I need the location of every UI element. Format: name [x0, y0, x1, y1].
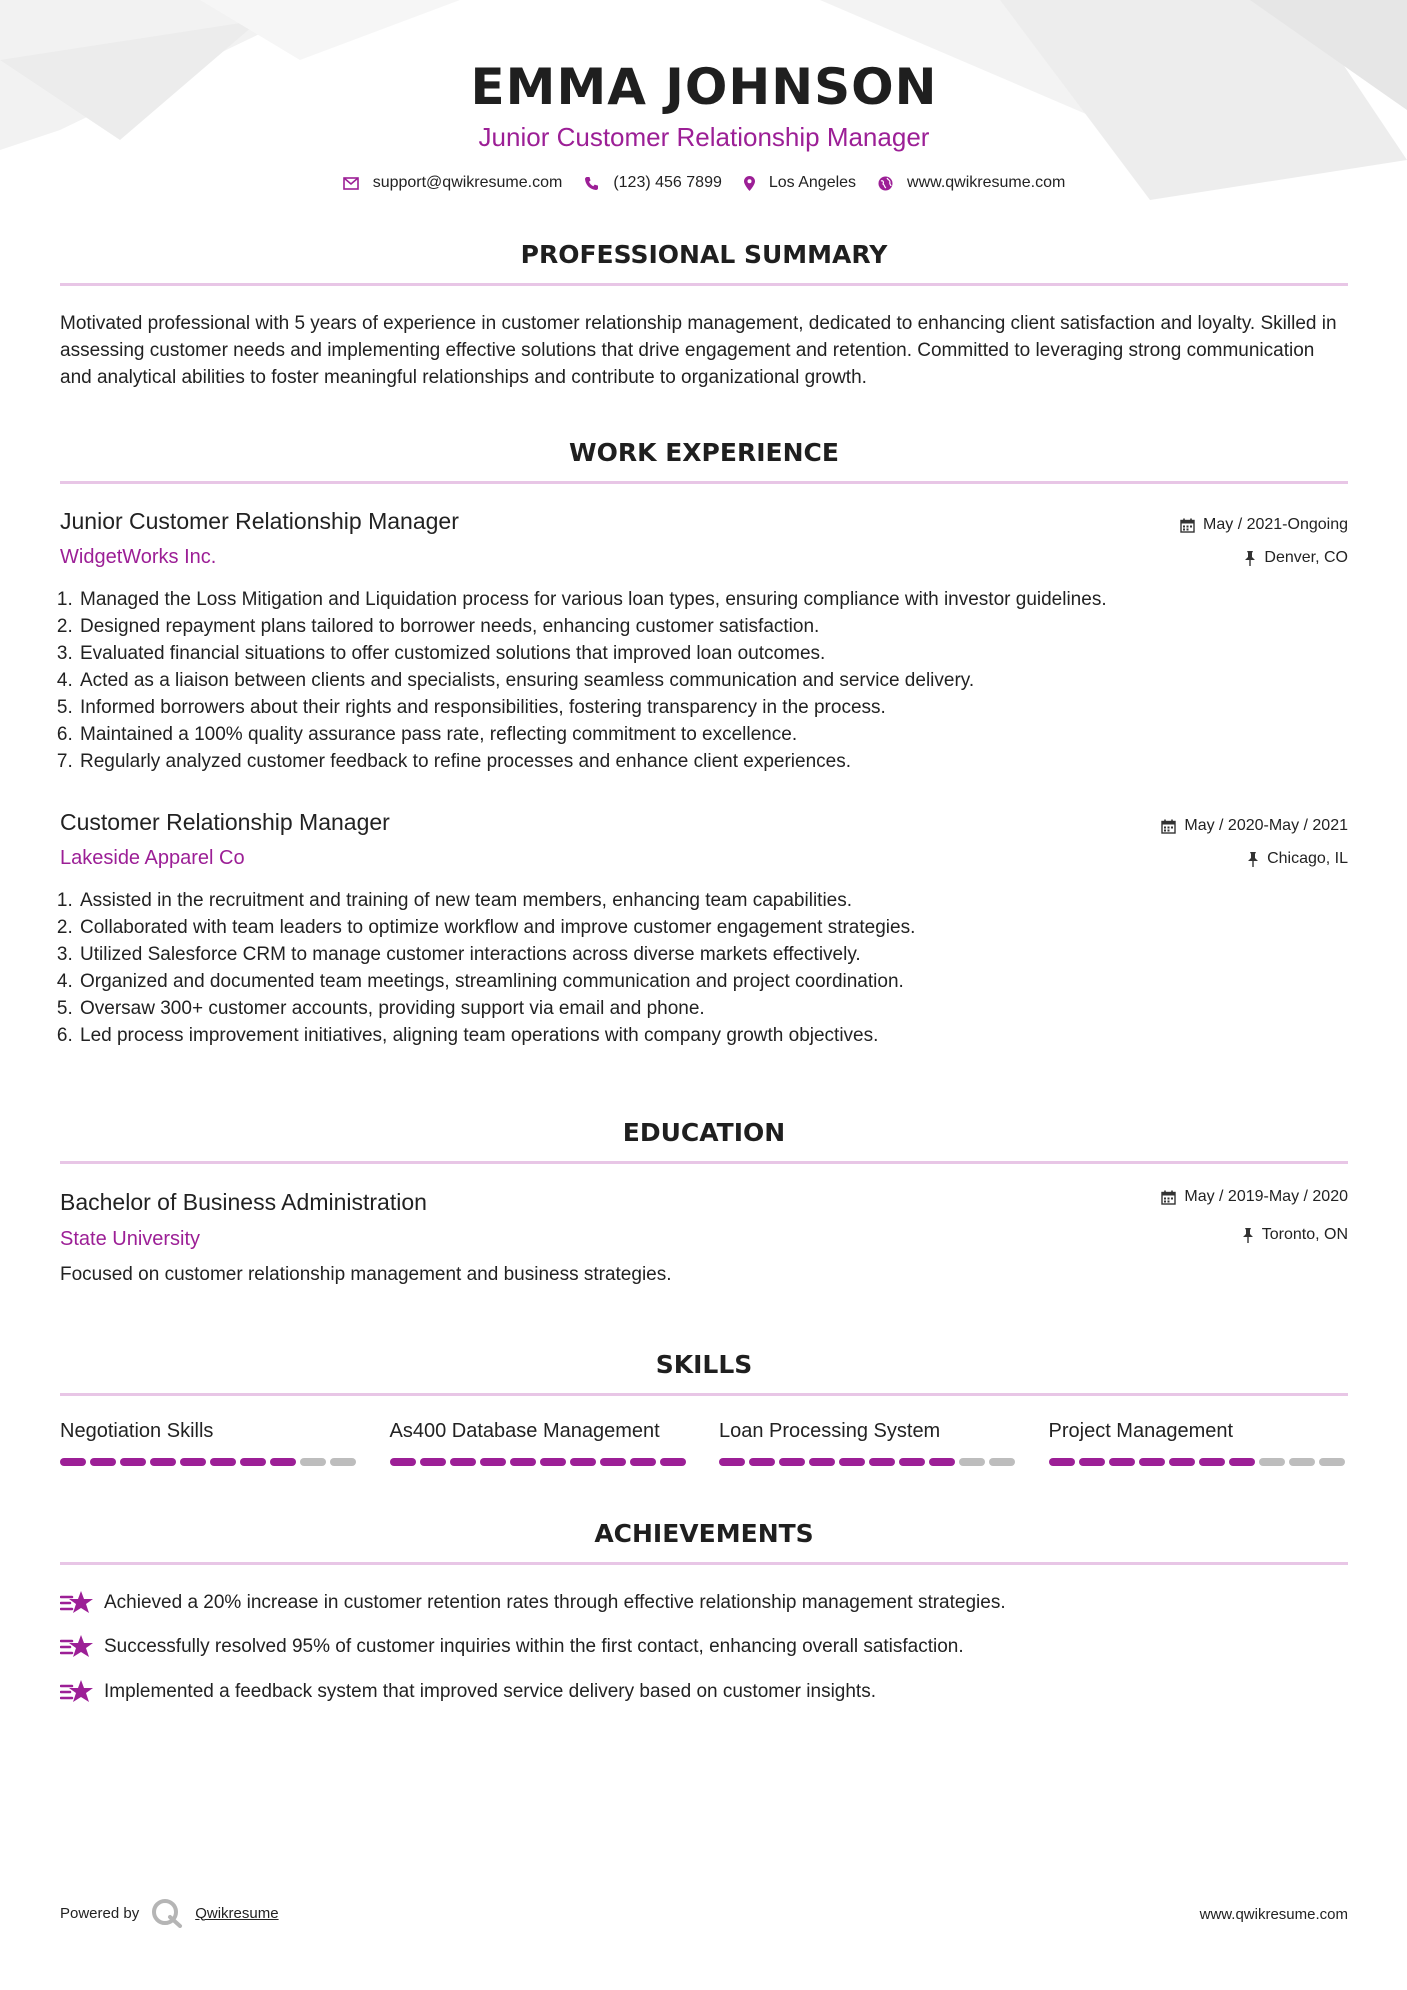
contact-email[interactable]	[343, 174, 563, 192]
summary-text: Motivated professional with 5 years of experience in customer relationship management, dedicated to enhancing client satisfaction and loyalty. Skilled in assessing customer needs and implementing effective solutions that drive engagement and retention. Committed to leveraging strong communication and analytical abilities to foster meaningful relationships and contribute to organizational growth.	[60, 313, 1337, 388]
phone-icon	[584, 176, 599, 191]
skill-level-segment	[869, 1458, 895, 1466]
shooting-star-icon	[60, 1590, 94, 1616]
calendar-icon	[1180, 518, 1195, 533]
footer-website[interactable]: www.qwikresume.com	[1199, 1906, 1348, 1923]
skill-level-segment	[839, 1458, 865, 1466]
skill-level-segment	[540, 1458, 566, 1466]
list-item: 5. Informed borrowers about their rights and responsibilities, fostering transparency in the process.	[78, 694, 1348, 721]
job-title: Customer Relationship Manager	[60, 809, 390, 835]
skill-level-segment	[90, 1458, 116, 1466]
skill-level-segment	[929, 1458, 955, 1466]
globe-icon	[878, 176, 893, 191]
section-divider	[60, 283, 1348, 286]
footer-powered-by	[60, 1898, 279, 1928]
skill-level-segment	[989, 1458, 1015, 1466]
job-location-text: Denver, CO	[1264, 549, 1348, 566]
skill-level-segment	[270, 1458, 296, 1466]
list-item: 3. Evaluated financial situations to offer customized solutions that improved loan outcomes.	[78, 640, 1348, 667]
skill-level-segment	[1169, 1458, 1195, 1466]
section-title-experience: WORK EXPERIENCE	[569, 438, 839, 467]
calendar-icon	[1161, 1190, 1176, 1205]
contact-phone-text: (123) 456 7899	[613, 174, 722, 191]
skill-item	[719, 1420, 1019, 1466]
education-dates	[1161, 1188, 1348, 1206]
qwikresume-link[interactable]: Qwikresume	[195, 1904, 279, 1922]
contact-location	[744, 174, 856, 192]
list-item: 2. Collaborated with team leaders to optimize workflow and improve customer engagement strategies.	[78, 914, 1348, 941]
list-item: 3. Utilized Salesforce CRM to manage customer interactions across diverse markets effectively.	[78, 941, 1348, 968]
skills-list	[60, 1420, 1348, 1466]
candidate-name: EMMA JOHNSON	[470, 58, 938, 116]
contact-bar	[60, 174, 1348, 192]
skill-name: Negotiation Skills	[60, 1420, 214, 1442]
skill-level-bar	[390, 1458, 690, 1466]
skill-level-segment	[1229, 1458, 1255, 1466]
skill-level-segment	[600, 1458, 626, 1466]
education-location	[1242, 1226, 1348, 1244]
list-item: 4. Acted as a liaison between clients and specialists, ensuring seamless communication and service delivery.	[78, 667, 1348, 694]
qwikresume-logo-icon	[151, 1898, 183, 1928]
pushpin-icon	[1242, 1228, 1254, 1243]
list-item: 7. Regularly analyzed customer feedback to refine processes and enhance client experiences.	[78, 748, 1348, 775]
company-name: WidgetWorks Inc.	[60, 546, 217, 568]
skill-level-segment	[210, 1458, 236, 1466]
job-location	[1244, 549, 1348, 567]
skill-level-segment	[240, 1458, 266, 1466]
skill-level-segment	[1289, 1458, 1315, 1466]
skill-name: Loan Processing System	[719, 1420, 941, 1442]
job-dates	[1180, 516, 1348, 534]
achievement-item	[60, 1634, 1348, 1660]
list-item: 1. Managed the Loss Mitigation and Liquidation process for various loan types, ensuring compliance with investor guidelines.	[78, 586, 1348, 613]
skill-level-segment	[1079, 1458, 1105, 1466]
contact-email-text: support@qwikresume.com	[372, 174, 563, 191]
skill-level-segment	[719, 1458, 745, 1466]
list-item: 5. Oversaw 300+ customer accounts, providing support via email and phone.	[78, 995, 1348, 1022]
skill-level-segment	[809, 1458, 835, 1466]
skill-level-segment	[1199, 1458, 1225, 1466]
skill-level-segment	[300, 1458, 326, 1466]
achievement-text: Achieved a 20% increase in customer retention rates through effective relationship management strategies.	[104, 1592, 1006, 1613]
skill-level-segment	[1109, 1458, 1135, 1466]
skill-name: Project Management	[1048, 1420, 1234, 1442]
shooting-star-icon	[60, 1679, 94, 1705]
skill-level-segment	[570, 1458, 596, 1466]
skill-level-segment	[959, 1458, 985, 1466]
job-dates	[1161, 817, 1348, 835]
skill-level-segment	[779, 1458, 805, 1466]
job-responsibilities	[60, 586, 1348, 775]
section-divider	[60, 1161, 1348, 1164]
achievement-item	[60, 1679, 1348, 1705]
skill-level-segment	[899, 1458, 925, 1466]
pushpin-icon	[1247, 852, 1259, 867]
skill-level-bar	[1049, 1458, 1349, 1466]
skill-level-segment	[749, 1458, 775, 1466]
job-dates-text: May / 2020-May / 2021	[1184, 817, 1348, 834]
section-divider	[60, 1393, 1348, 1396]
education-dates-text: May / 2019-May / 2020	[1184, 1188, 1348, 1205]
skill-level-segment	[660, 1458, 686, 1466]
contact-website[interactable]	[878, 174, 1065, 192]
pushpin-icon	[1244, 551, 1256, 566]
skill-level-segment	[1049, 1458, 1075, 1466]
skill-level-segment	[150, 1458, 176, 1466]
achievement-text: Implemented a feedback system that improved service delivery based on customer insights.	[104, 1681, 876, 1702]
skill-level-segment	[390, 1458, 416, 1466]
map-marker-icon	[744, 176, 755, 191]
list-item: 1. Assisted in the recruitment and training of new team members, enhancing team capabilities.	[78, 887, 1348, 914]
job-location	[1247, 850, 1348, 868]
list-item: 2. Designed repayment plans tailored to borrower needs, enhancing customer satisfaction.	[78, 613, 1348, 640]
skill-level-segment	[630, 1458, 656, 1466]
section-divider	[60, 481, 1348, 484]
education-location-text: Toronto, ON	[1261, 1226, 1348, 1243]
list-item: 4. Organized and documented team meetings, streamlining communication and project coordination.	[78, 968, 1348, 995]
skill-level-segment	[330, 1458, 356, 1466]
section-title-skills: SKILLS	[655, 1350, 753, 1379]
school-name: State University	[60, 1228, 201, 1250]
section-title-summary: PROFESSIONAL SUMMARY	[520, 240, 888, 269]
section-title-education: EDUCATION	[622, 1118, 786, 1147]
achievement-text: Successfully resolved 95% of customer inquiries within the first contact, enhancing overall satisfaction.	[104, 1636, 964, 1657]
skill-level-segment	[510, 1458, 536, 1466]
degree-title: Bachelor of Business Administration	[60, 1189, 427, 1215]
envelope-icon	[343, 177, 359, 190]
achievement-item	[60, 1590, 1348, 1616]
section-divider	[60, 1562, 1348, 1565]
skill-level-segment	[420, 1458, 446, 1466]
candidate-role: Junior Customer Relationship Manager	[478, 122, 930, 152]
section-title-achievements: ACHIEVEMENTS	[594, 1519, 814, 1548]
skill-item	[1049, 1420, 1349, 1466]
skill-level-bar	[719, 1458, 1019, 1466]
contact-location-text: Los Angeles	[768, 174, 857, 191]
skill-level-segment	[450, 1458, 476, 1466]
skill-level-segment	[1319, 1458, 1345, 1466]
company-name: Lakeside Apparel Co	[60, 847, 245, 869]
skill-level-segment	[1139, 1458, 1165, 1466]
job-location-text: Chicago, IL	[1267, 850, 1348, 867]
calendar-icon	[1161, 819, 1176, 834]
skill-name: As400 Database Management	[389, 1420, 660, 1442]
skill-level-segment	[180, 1458, 206, 1466]
powered-by-label: Powered by	[60, 1904, 140, 1922]
education-description: Focused on customer relationship management and business strategies.	[60, 1264, 672, 1285]
contact-phone[interactable]	[584, 174, 722, 192]
skill-level-segment	[480, 1458, 506, 1466]
skill-item	[60, 1420, 360, 1466]
shooting-star-icon	[60, 1634, 94, 1660]
skill-level-segment	[120, 1458, 146, 1466]
skill-level-bar	[60, 1458, 360, 1466]
list-item: 6. Maintained a 100% quality assurance pass rate, reflecting commitment to excellence.	[78, 721, 1348, 748]
job-dates-text: May / 2021-Ongoing	[1203, 516, 1348, 533]
job-title: Junior Customer Relationship Manager	[60, 508, 459, 534]
list-item: 6. Led process improvement initiatives, aligning team operations with company growth objectives.	[78, 1022, 1348, 1049]
skill-item	[390, 1420, 690, 1466]
skill-level-segment	[60, 1458, 86, 1466]
contact-website-text: www.qwikresume.com	[907, 174, 1066, 191]
skill-level-segment	[1259, 1458, 1285, 1466]
job-responsibilities	[60, 887, 1348, 1049]
